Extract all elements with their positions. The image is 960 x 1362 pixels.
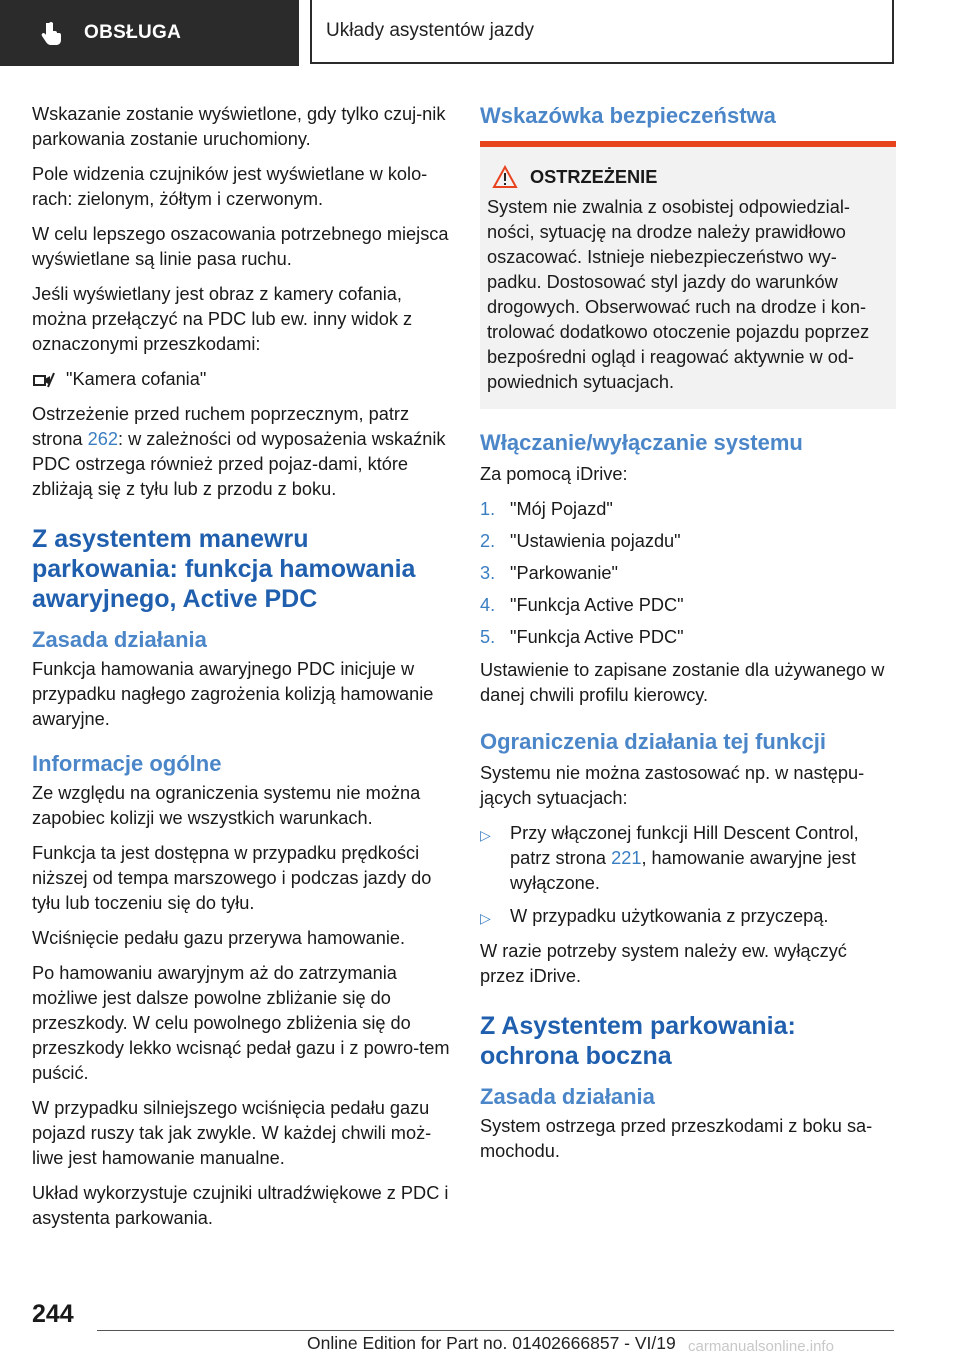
paragraph: Jeśli wyświetlany jest obraz z kamery cofania, można przełączyć na PDC lub ew. inny widok z oznaczonymi przeszkodami: bbox=[32, 284, 413, 354]
warning-box bbox=[480, 147, 896, 409]
warning-triangle-icon bbox=[492, 165, 518, 189]
paragraph: Układ wykorzystuje czujniki ultradźwiękowe z PDC i asystenta parkowania. bbox=[32, 1183, 449, 1228]
page-number: 244 bbox=[32, 1300, 74, 1328]
paragraph: System ostrzega przed przeszkodami z boku sa‐mochodu. bbox=[480, 1116, 873, 1161]
list-item bbox=[480, 821, 896, 896]
watermark: carmanualsonline.info bbox=[688, 1338, 834, 1355]
paragraph: W celu lepszego oszacowania potrzebnego miejsca wyświetlane są linie pasa ruchu. bbox=[32, 224, 449, 269]
subheading: Wskazówka bezpieczeństwa bbox=[480, 103, 776, 128]
warning-title: OSTRZEŻENIE bbox=[530, 166, 658, 187]
step-text: "Mój Pojazd" bbox=[510, 499, 613, 519]
subheading: Informacje ogólne bbox=[32, 751, 222, 776]
paragraph bbox=[32, 402, 450, 502]
step-text: "Funkcja Active PDC" bbox=[510, 627, 684, 647]
text: , hamowanie awaryjne jest wyłączone. bbox=[510, 848, 856, 893]
paragraph: Wskazanie zostanie wyświetlone, gdy tylko czuj‐nik parkowania zostanie uruchomiony. bbox=[32, 104, 446, 149]
section-heading: Z Asystentem parkowania: ochrona boczna bbox=[480, 1012, 796, 1070]
paragraph: Wciśnięcie pedału gazu przerywa hamowanie. bbox=[32, 928, 406, 948]
rear-camera-icon bbox=[32, 369, 56, 391]
limits-list bbox=[480, 821, 896, 931]
right-column bbox=[480, 102, 896, 1174]
steps-list bbox=[480, 497, 896, 650]
text: Ostrzeżenie przed ruchem poprzecznym, patrz strona bbox=[32, 404, 410, 449]
list-item bbox=[480, 625, 896, 650]
section-title: OBSŁUGA bbox=[84, 22, 182, 43]
paragraph: Za pomocą iDrive: bbox=[480, 464, 628, 484]
list-item bbox=[480, 561, 896, 586]
section-tab bbox=[0, 0, 299, 66]
camera-label: "Kamera cofania" bbox=[66, 369, 207, 389]
page-link[interactable]: 221 bbox=[611, 848, 642, 868]
subheading: Zasada działania bbox=[32, 627, 207, 652]
bullet-text bbox=[510, 821, 896, 896]
paragraph: Funkcja hamowania awaryjnego PDC inicjuje w przypadku nagłego zagrożenia kolizją hamowanie awaryjne. bbox=[32, 659, 434, 729]
paragraph: W przypadku silniejszego wciśnięcia pedału gazu pojazd ruszy tak jak zwykle. W każdej chwili moż‐liwe jest hamowanie manualne. bbox=[32, 1098, 432, 1168]
warning-title-row bbox=[487, 165, 888, 189]
step-text: "Funkcja Active PDC" bbox=[510, 595, 684, 615]
left-column bbox=[32, 102, 450, 1241]
step-number: 2. bbox=[480, 531, 496, 551]
step-number: 1. bbox=[480, 499, 496, 519]
paragraph: Ze względu na ograniczenia systemu nie można zapobiec kolizji we wszystkich warunkach. bbox=[32, 783, 421, 828]
list-item bbox=[480, 497, 896, 522]
paragraph: Pole widzenia czujników jest wyświetlane w kolo‐rach: zielonym, żółtym i czerwonym. bbox=[32, 164, 428, 209]
page-link[interactable]: 262 bbox=[87, 429, 118, 449]
warning-text: System nie zwalnia z osobistej odpowiedzial‐ności, sytuację na drodze należy prawidłowo oszacować. Istnieje niebezpieczeństwo wy‐padku. Dostosować styl jazdy do warunków drogowych. Obserwować ruch na drodze i kon‐trolować dodatkowo otoczenie pojazdu poprzez bezpośredni ogląd i reagować aktywnie w od‐powiednich sytuacjach. bbox=[487, 197, 870, 392]
subheading: Zasada działania bbox=[480, 1084, 655, 1109]
paragraph: Po hamowaniu awaryjnym aż do zatrzymania możliwe jest dalsze powolne zbliżanie się do przeszkody. W celu powolnego zbliżenia się do przeszkody lekko wcisnąć pedał gazu i z powro‐tem puścić. bbox=[32, 963, 450, 1083]
section-heading: Z asystentem manewru parkowania: funkcja hamowania awaryjnego, Active PDC bbox=[32, 525, 416, 613]
list-item bbox=[480, 904, 896, 931]
step-text: "Parkowanie" bbox=[510, 563, 618, 583]
chapter-header bbox=[310, 0, 894, 64]
paragraph: Funkcja ta jest dostępna w przypadku prędkości niższej od tempa marszowego i podczas jazdy do tyłu lub toczeniu się do tyłu. bbox=[32, 843, 432, 913]
paragraph: Systemu nie można zastosować np. w następu‐jących sytuacjach: bbox=[480, 763, 865, 808]
footer-divider bbox=[97, 1330, 894, 1331]
step-number: 5. bbox=[480, 627, 496, 647]
bullet-triangle-icon: ▷ bbox=[480, 910, 491, 926]
text: Przy włączonej funkcji Hill Descent Control, patrz strona bbox=[510, 823, 859, 868]
paragraph: W razie potrzeby system należy ew. wyłączyć przez iDrive. bbox=[480, 941, 847, 986]
edition-note: Online Edition for Part no. 01402666857 - VI/19 bbox=[307, 1333, 676, 1353]
subheading: Ograniczenia działania tej funkcji bbox=[480, 729, 826, 754]
chapter-title: Układy asystentów jazdy bbox=[326, 20, 535, 41]
bullet-triangle-icon: ▷ bbox=[480, 827, 491, 843]
hand-pointer-icon bbox=[40, 20, 66, 46]
step-number: 4. bbox=[480, 595, 496, 615]
bullet-text: W przypadku użytkowania z przyczepą. bbox=[510, 906, 829, 926]
text: : w zależności od wyposażenia wskaźnik PDC ostrzega również przed pojaz‐dami, które zbliżają się z tyłu lub z przodu z boku. bbox=[32, 429, 446, 499]
list-item bbox=[480, 593, 896, 618]
step-number: 3. bbox=[480, 563, 496, 583]
list-item bbox=[480, 529, 896, 554]
step-text: "Ustawienia pojazdu" bbox=[510, 531, 681, 551]
camera-menu-item bbox=[32, 367, 450, 392]
subheading: Włączanie/wyłączanie systemu bbox=[480, 430, 803, 455]
paragraph: Ustawienie to zapisane zostanie dla używanego w danej chwili profilu kierowcy. bbox=[480, 660, 885, 705]
